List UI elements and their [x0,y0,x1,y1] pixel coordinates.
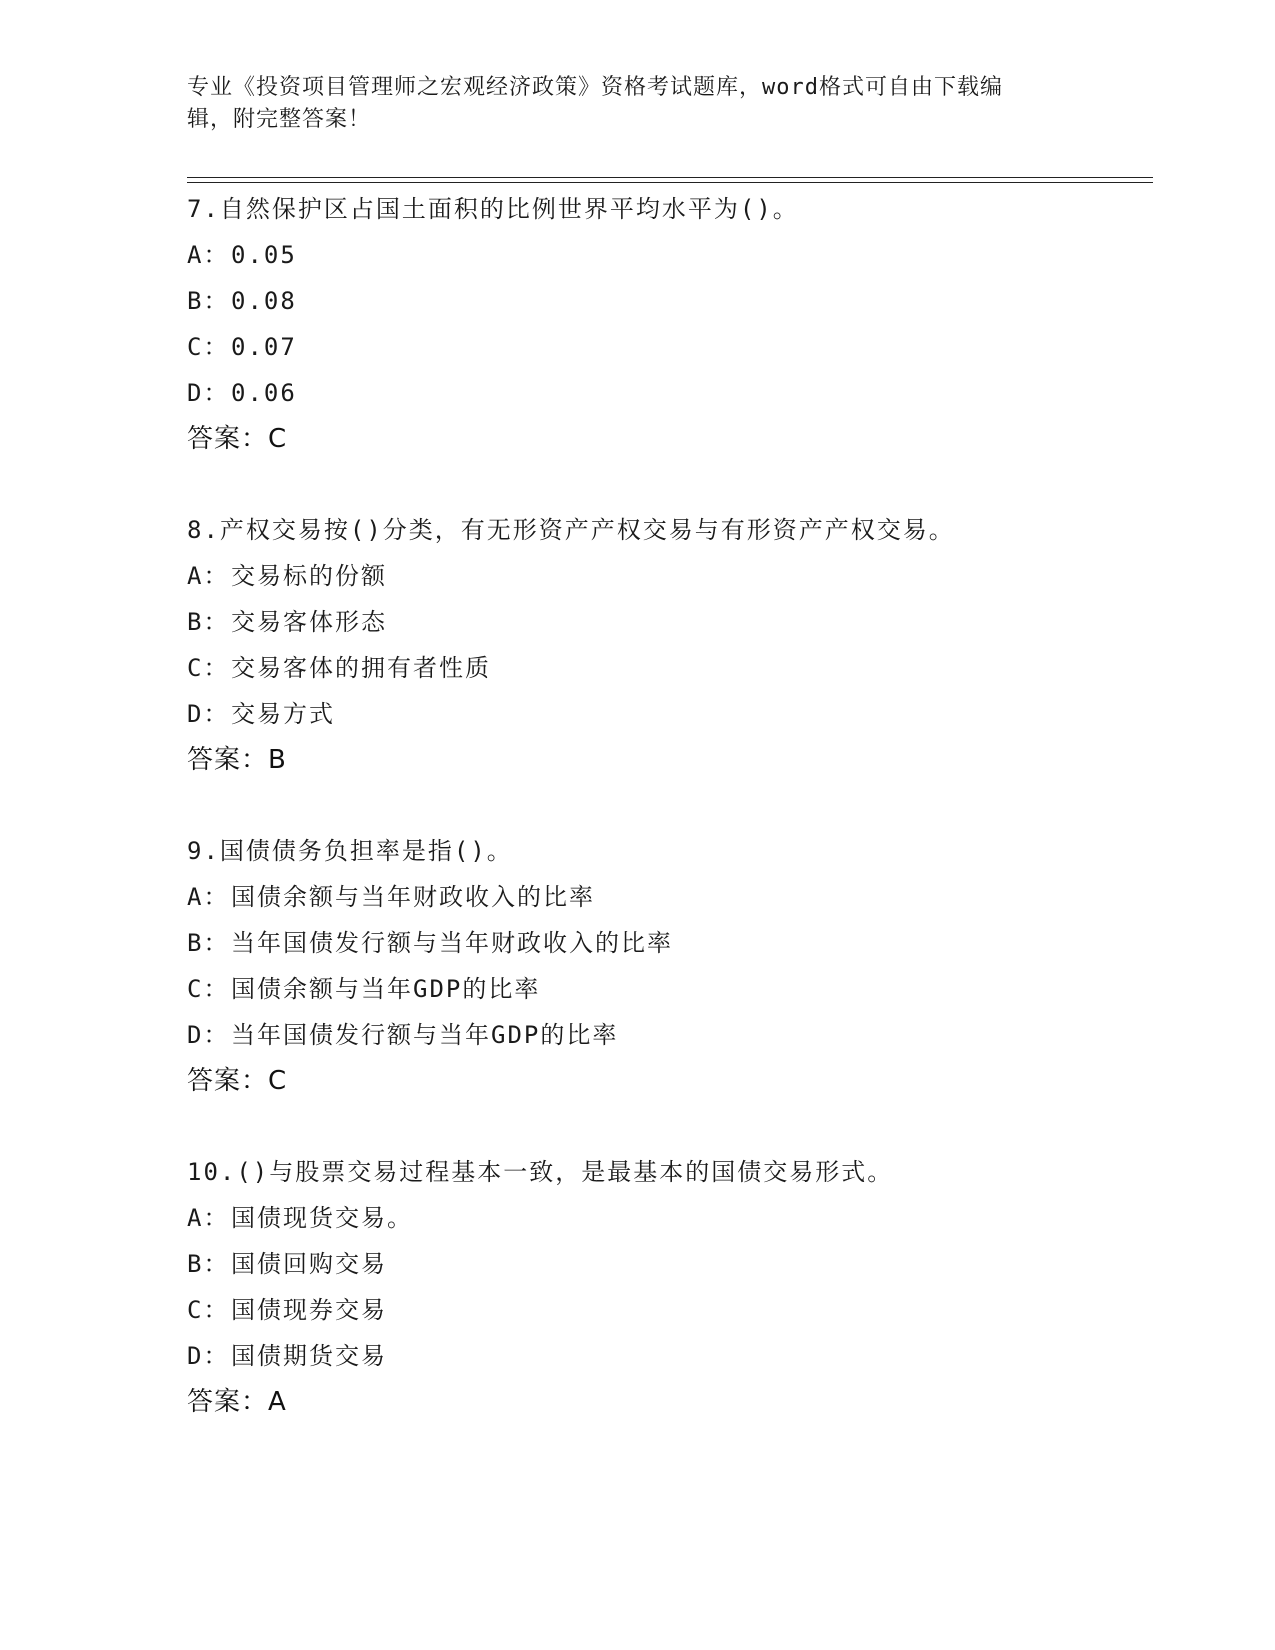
question-stem: 8.产权交易按()分类，有无形资产产权交易与有形资产产权交易。 [187,516,955,544]
question-8 [187,507,1167,783]
option-text: 国债余额与当年财政收入的比率 [231,883,595,911]
question-10 [187,1149,1167,1425]
option-key: A： [187,562,230,590]
option-d [187,370,1167,416]
option-key: D： [187,700,230,728]
option-b [187,920,1167,966]
document-header [187,72,1067,136]
option-key: A： [187,883,230,911]
option-a [187,553,1167,599]
option-text: 0.05 [231,241,297,269]
answer: 答案：C [187,1066,288,1096]
option-d [187,1333,1167,1379]
option-a [187,1195,1167,1241]
header-line-1: 专业《投资项目管理师之宏观经济政策》资格考试题库，word格式可自由下载编 [187,75,1003,100]
option-text: 当年国债发行额与当年GDP的比率 [231,1021,619,1049]
option-text: 国债回购交易 [231,1250,387,1278]
option-text: 国债现券交易 [231,1296,387,1324]
option-key: D： [187,379,230,407]
option-text: 0.07 [231,333,297,361]
option-b [187,599,1167,645]
option-c [187,966,1167,1012]
option-text: 当年国债发行额与当年财政收入的比率 [231,929,673,957]
option-key: C： [187,975,230,1003]
option-text: 0.08 [231,287,297,315]
question-7 [187,186,1167,462]
option-b [187,1241,1167,1287]
option-d [187,1012,1167,1058]
option-key: A： [187,241,230,269]
question-9 [187,828,1167,1104]
question-stem: 9.国债债务负担率是指()。 [187,837,513,865]
option-key: C： [187,333,230,361]
question-stem: 7.自然保护区占国土面积的比例世界平均水平为()。 [187,195,799,223]
option-text: 0.06 [231,379,297,407]
option-key: C： [187,654,230,682]
option-key: B： [187,1250,230,1278]
option-text: 交易方式 [231,700,335,728]
option-c [187,645,1167,691]
answer: 答案：B [187,745,287,775]
option-key: D： [187,1342,230,1370]
option-key: B： [187,608,230,636]
option-key: A： [187,1204,230,1232]
option-text: 国债现货交易。 [231,1204,413,1232]
answer: 答案：A [187,1387,287,1417]
option-text: 交易客体形态 [231,608,387,636]
option-text: 国债余额与当年GDP的比率 [231,975,541,1003]
option-d [187,691,1167,737]
option-a [187,232,1167,278]
header-line-2: 辑，附完整答案！ [187,107,372,132]
option-c [187,1287,1167,1333]
header-divider-bottom [187,182,1153,183]
option-a [187,874,1167,920]
question-stem: 10.()与股票交易过程基本一致，是最基本的国债交易形式。 [187,1158,894,1186]
answer: 答案：C [187,424,288,454]
option-b [187,278,1167,324]
option-text: 交易客体的拥有者性质 [231,654,491,682]
option-text: 国债期货交易 [231,1342,387,1370]
option-key: B： [187,929,230,957]
option-key: B： [187,287,230,315]
option-c [187,324,1167,370]
option-key: C： [187,1296,230,1324]
option-key: D： [187,1021,230,1049]
header-divider-top [187,177,1153,178]
option-text: 交易标的份额 [231,562,387,590]
